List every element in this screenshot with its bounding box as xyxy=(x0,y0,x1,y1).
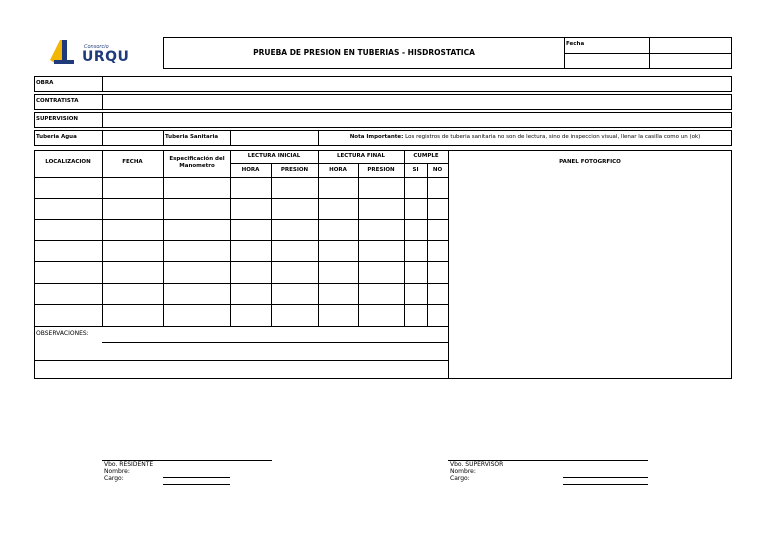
table-row[interactable] xyxy=(35,262,447,283)
fecha-label: Fecha xyxy=(566,41,585,47)
supervision-label: SUPERVISION xyxy=(36,116,79,122)
table-row[interactable] xyxy=(35,220,447,240)
col-lectura-final: LECTURA FINAL xyxy=(336,153,386,159)
logo-mark-icon xyxy=(46,38,76,66)
tuberia-agua-label: Tuberia Agua xyxy=(36,134,77,140)
supervision-field[interactable] xyxy=(103,113,731,127)
col-fecha: FECHA xyxy=(122,159,143,165)
table-row[interactable] xyxy=(35,284,447,304)
residente-cargo-field[interactable] xyxy=(163,477,230,484)
col-cumple-si: SI xyxy=(412,167,419,173)
fecha-value-field[interactable] xyxy=(650,38,731,53)
col-especificacion: Especificación del Manometro xyxy=(169,156,225,170)
col-final-hora: HORA xyxy=(329,167,347,173)
logo-brand: URQU xyxy=(82,49,130,65)
table-row[interactable] xyxy=(35,241,447,261)
supervisor-nombre-label: Nombre: xyxy=(450,468,476,475)
tuberia-agua-field[interactable] xyxy=(103,131,163,145)
residente-nombre-field[interactable] xyxy=(163,469,230,477)
observaciones-label: OBSERVACIONES: xyxy=(36,330,89,337)
col-inicial-presion: PRESION xyxy=(280,167,309,173)
col-inicial-hora: HORA xyxy=(241,167,260,173)
nota-importante xyxy=(320,134,730,140)
obra-field[interactable] xyxy=(103,77,731,91)
supervisor-nombre-field[interactable] xyxy=(563,469,648,477)
logo-tagline: Consorcio xyxy=(84,44,109,50)
col-localizacion: LOCALIZACION xyxy=(45,159,91,165)
residente-cargo-label: Cargo: xyxy=(104,475,124,482)
residente-nombre-label: Nombre: xyxy=(104,468,130,475)
document-title: PRUEBA DE PRESION EN TUBERIAS - HISDROSTATICA xyxy=(253,48,475,57)
vbo-residente-label: Vbo. RESIDENTE xyxy=(104,461,154,468)
table-row[interactable] xyxy=(35,178,447,198)
tuberia-sanitaria-label: Tuberia Sanitaria xyxy=(165,134,219,140)
table-row[interactable] xyxy=(35,199,447,219)
table-row[interactable] xyxy=(35,305,447,326)
supervisor-cargo-field[interactable] xyxy=(563,477,648,484)
panel-fotografico-label: PANEL FOTOGRFICO xyxy=(559,159,621,165)
contratista-field[interactable] xyxy=(103,95,731,109)
observaciones-field[interactable] xyxy=(103,327,447,378)
company-logo xyxy=(46,38,138,66)
panel-fotografico-area[interactable] xyxy=(449,178,731,378)
contratista-label: CONTRATISTA xyxy=(36,98,79,104)
tuberia-sanitaria-field[interactable] xyxy=(231,131,318,145)
vbo-supervisor-label: Vbo. SUPERVISOR xyxy=(450,461,504,468)
col-final-presion: PRESION xyxy=(367,167,395,173)
col-cumple: CUMPLE xyxy=(413,153,439,159)
col-lectura-inicial: LECTURA INICIAL xyxy=(247,153,301,159)
nota-label: Nota Importante: xyxy=(349,134,404,140)
supervisor-cargo-label: Cargo: xyxy=(450,475,470,482)
col-cumple-no: NO xyxy=(432,167,443,173)
nota-text: Los registros de tuberia sanitaria no son de lectura, sino de inspeccion visual, llenar la casilla como un (ok) xyxy=(405,134,701,140)
obra-label: OBRA xyxy=(36,80,54,86)
